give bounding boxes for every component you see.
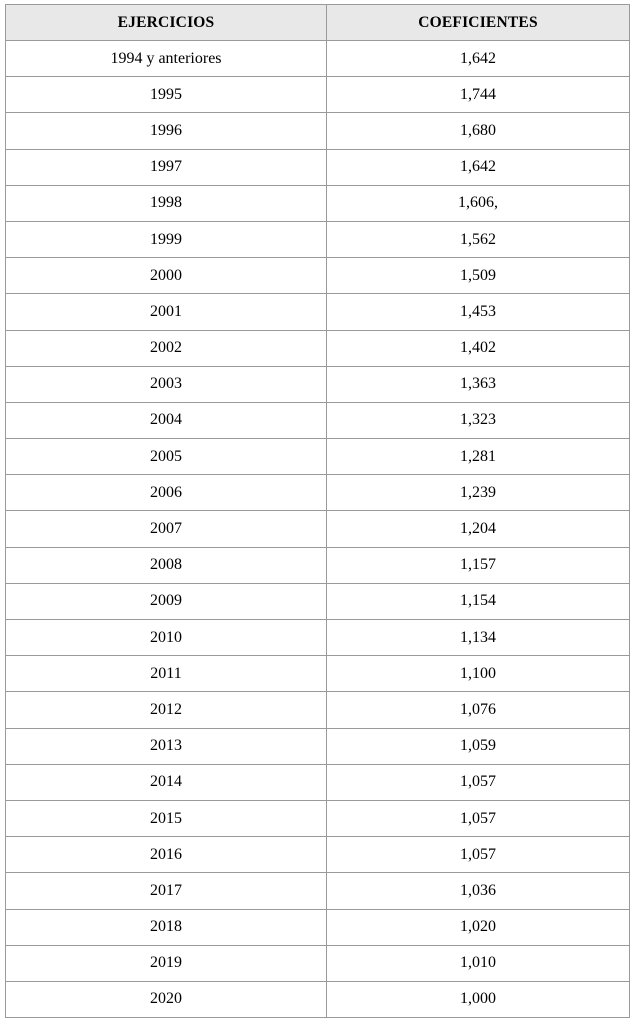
ejercicio-cell: 2020: [6, 981, 327, 1017]
coeficiente-cell: 1,562: [327, 221, 630, 257]
coeficiente-cell: 1,100: [327, 656, 630, 692]
ejercicio-cell: 2011: [6, 656, 327, 692]
table-row: [6, 221, 630, 257]
header-row: [6, 5, 630, 41]
table-row: [6, 294, 630, 330]
ejercicio-cell: 2003: [6, 366, 327, 402]
coeficiente-cell: 1,402: [327, 330, 630, 366]
ejercicio-cell: 2019: [6, 945, 327, 981]
ejercicio-cell: 2001: [6, 294, 327, 330]
coeficiente-cell: 1,606,: [327, 185, 630, 221]
table-row: [6, 692, 630, 728]
table-row: [6, 620, 630, 656]
header-coeficientes: COEFICIENTES: [327, 5, 630, 41]
ejercicio-cell: 1999: [6, 221, 327, 257]
coeficiente-cell: 1,000: [327, 981, 630, 1017]
coeficiente-cell: 1,036: [327, 873, 630, 909]
table-row: [6, 800, 630, 836]
ejercicio-cell: 1994 y anteriores: [6, 41, 327, 77]
coeficiente-cell: 1,453: [327, 294, 630, 330]
coeficiente-cell: 1,363: [327, 366, 630, 402]
ejercicio-cell: 1996: [6, 113, 327, 149]
table-row: [6, 402, 630, 438]
ejercicio-cell: 1998: [6, 185, 327, 221]
coeficiente-cell: 1,509: [327, 258, 630, 294]
coeficiente-cell: 1,323: [327, 402, 630, 438]
coeficiente-cell: 1,281: [327, 439, 630, 475]
ejercicio-cell: 2010: [6, 620, 327, 656]
ejercicio-cell: 2013: [6, 728, 327, 764]
coeficiente-cell: 1,680: [327, 113, 630, 149]
table-row: [6, 728, 630, 764]
ejercicio-cell: 2015: [6, 800, 327, 836]
table-row: [6, 366, 630, 402]
ejercicio-cell: 1997: [6, 149, 327, 185]
table-row: [6, 185, 630, 221]
coeficiente-cell: 1,134: [327, 620, 630, 656]
table-row: [6, 77, 630, 113]
ejercicio-cell: 2008: [6, 547, 327, 583]
ejercicio-cell: 2002: [6, 330, 327, 366]
coeficiente-cell: 1,076: [327, 692, 630, 728]
table-row: [6, 149, 630, 185]
coeficiente-cell: 1,057: [327, 800, 630, 836]
coeficiente-cell: 1,059: [327, 728, 630, 764]
table-row: [6, 475, 630, 511]
table-row: [6, 656, 630, 692]
coeficiente-cell: 1,744: [327, 77, 630, 113]
table-row: [6, 258, 630, 294]
table-body: [6, 41, 630, 1018]
coeficiente-cell: 1,157: [327, 547, 630, 583]
table-row: [6, 41, 630, 77]
coeficiente-cell: 1,642: [327, 41, 630, 77]
ejercicio-cell: 1995: [6, 77, 327, 113]
ejercicio-cell: 2012: [6, 692, 327, 728]
table-row: [6, 837, 630, 873]
ejercicio-cell: 2006: [6, 475, 327, 511]
header-ejercicios: EJERCICIOS: [6, 5, 327, 41]
ejercicio-cell: 2009: [6, 583, 327, 619]
table-row: [6, 909, 630, 945]
ejercicio-cell: 2005: [6, 439, 327, 475]
coeficiente-cell: 1,010: [327, 945, 630, 981]
coeficiente-cell: 1,020: [327, 909, 630, 945]
coeficiente-cell: 1,642: [327, 149, 630, 185]
coeficiente-cell: 1,239: [327, 475, 630, 511]
table-row: [6, 981, 630, 1017]
ejercicio-cell: 2004: [6, 402, 327, 438]
table-row: [6, 547, 630, 583]
ejercicio-cell: 2018: [6, 909, 327, 945]
table-row: [6, 583, 630, 619]
ejercicio-cell: 2007: [6, 511, 327, 547]
table-row: [6, 330, 630, 366]
table-row: [6, 764, 630, 800]
table-row: [6, 113, 630, 149]
table-row: [6, 511, 630, 547]
coeficiente-cell: 1,057: [327, 837, 630, 873]
coeficiente-cell: 1,057: [327, 764, 630, 800]
table-row: [6, 439, 630, 475]
ejercicio-cell: 2016: [6, 837, 327, 873]
table-header: [6, 5, 630, 41]
coeficiente-cell: 1,154: [327, 583, 630, 619]
table-row: [6, 873, 630, 909]
coefficients-table: [5, 4, 630, 1018]
ejercicio-cell: 2017: [6, 873, 327, 909]
ejercicio-cell: 2014: [6, 764, 327, 800]
table-row: [6, 945, 630, 981]
ejercicio-cell: 2000: [6, 258, 327, 294]
coeficiente-cell: 1,204: [327, 511, 630, 547]
